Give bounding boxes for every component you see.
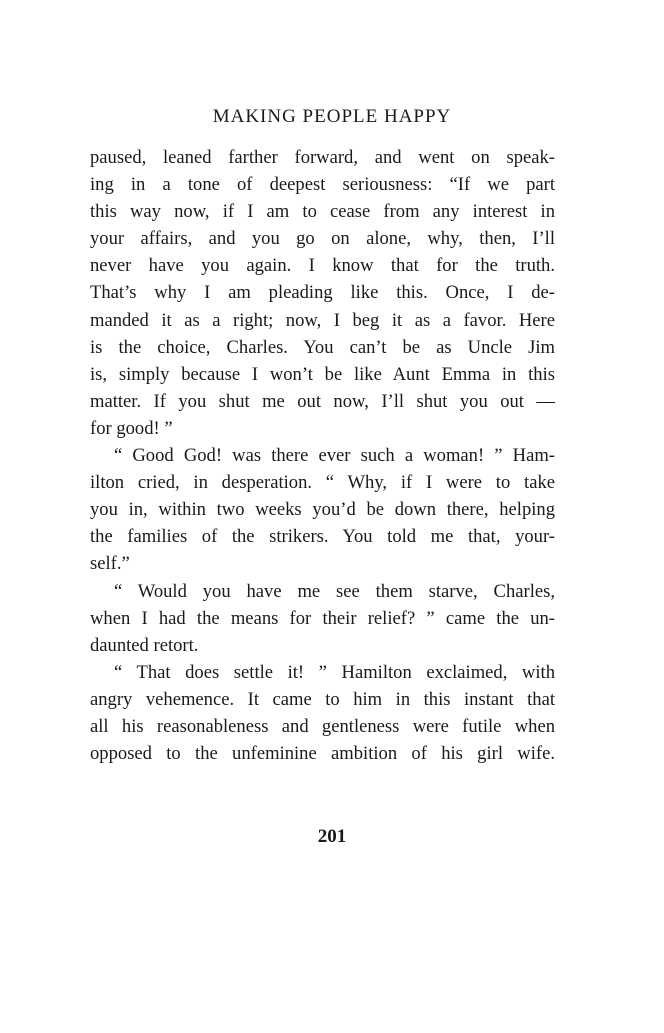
text-line: manded it as a right; now, I beg it as a favor. Here	[90, 309, 555, 331]
text-line: self.”	[90, 553, 130, 575]
text-line: this way now, if I am to cease from any interest in	[90, 201, 555, 223]
page-number: 201	[317, 826, 347, 847]
text-line: the families of the strikers. You told me that, your-	[90, 526, 555, 548]
text-line: never have you again. I know that for the truth.	[90, 255, 555, 277]
text-line: daunted retort.	[90, 634, 199, 656]
text-line: your affairs, and you go on alone, why, then, I’ll	[90, 228, 555, 250]
text-line: opposed to the unfeminine ambition of his girl wife.	[90, 743, 555, 765]
text-line: is the choice, Charles. You can’t be as Uncle Jim	[90, 336, 555, 358]
running-title: MAKING PEOPLE HAPPY	[212, 106, 452, 127]
text-line: when I had the means for their relief? ” came the un-	[90, 607, 555, 629]
text-line: matter. If you shut me out now, I’ll shut you out —	[90, 390, 555, 412]
text-line: angry vehemence. It came to him in this instant that	[90, 688, 555, 710]
text-line: all his reasonableness and gentleness were futile when	[90, 715, 555, 737]
text-line: “ Would you have me see them starve, Charles,	[114, 580, 555, 602]
text-line: “ That does settle it! ” Hamilton exclaimed, with	[114, 661, 555, 683]
body-text	[90, 144, 555, 767]
text-line: ing in a tone of deepest seriousness: “If we part	[90, 174, 555, 196]
text-line: you in, within two weeks you’d be down there, helping	[90, 499, 555, 521]
text-line: That’s why I am pleading like this. Once, I de-	[90, 282, 555, 304]
text-line: ilton cried, in desperation. “ Why, if I were to take	[90, 472, 555, 494]
text-line: is, simply because I won’t be like Aunt Emma in this	[90, 363, 555, 385]
text-line: for good! ”	[90, 417, 173, 439]
text-line: “ Good God! was there ever such a woman! ” Ham-	[114, 445, 555, 467]
text-line: paused, leaned farther forward, and went on speak-	[90, 147, 555, 168]
